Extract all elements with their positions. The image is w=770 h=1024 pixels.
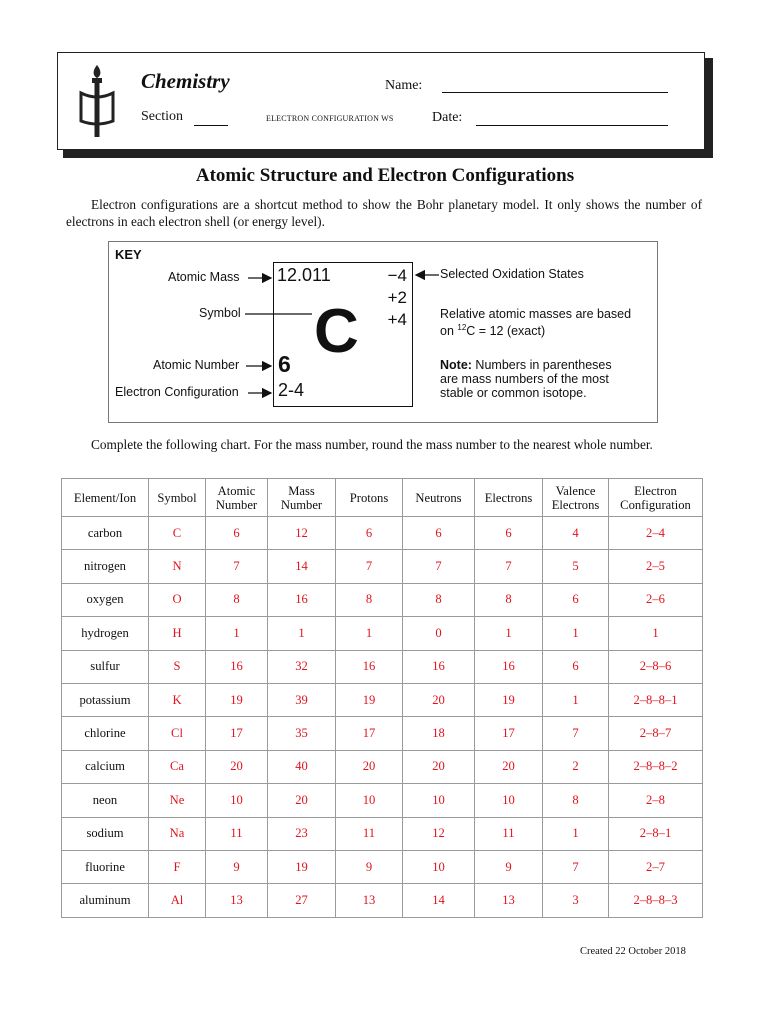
column-header: Atomic Number [206, 479, 268, 517]
column-header: Electron Configuration [609, 479, 703, 517]
answer-cell[interactable]: 1 [543, 817, 609, 850]
answer-cell[interactable]: 14 [268, 550, 336, 583]
answer-cell[interactable]: 16 [336, 650, 403, 683]
answer-cell[interactable]: 12 [268, 517, 336, 550]
answer-cell[interactable]: 7 [543, 717, 609, 750]
atomic-mass-label: Atomic Mass [168, 270, 240, 284]
column-header: Mass Number [268, 479, 336, 517]
answer-cell[interactable]: 8 [403, 583, 475, 616]
element-name-cell: aluminum [62, 884, 149, 917]
element-name-cell: potassium [62, 683, 149, 716]
answer-cell[interactable]: 16 [403, 650, 475, 683]
answer-cell[interactable]: 10 [403, 784, 475, 817]
answer-cell[interactable]: 18 [403, 717, 475, 750]
answer-cell[interactable]: 20 [403, 750, 475, 783]
answer-cell[interactable]: 6 [403, 517, 475, 550]
answer-cell[interactable]: 2–8–8–1 [609, 683, 703, 716]
answer-cell[interactable]: 8 [336, 583, 403, 616]
answer-cell[interactable]: 9 [206, 850, 268, 883]
answer-cell[interactable]: 32 [268, 650, 336, 683]
column-header: Electrons [475, 479, 543, 517]
column-header: Neutrons [403, 479, 475, 517]
answer-cell[interactable]: 2–6 [609, 583, 703, 616]
table-row [62, 583, 703, 616]
table-row [62, 884, 703, 917]
answer-cell[interactable]: 4 [543, 517, 609, 550]
table-row [62, 784, 703, 817]
answer-cell[interactable]: 7 [543, 850, 609, 883]
answer-cell[interactable]: O [149, 583, 206, 616]
footer-created-date: Created 22 October 2018 [580, 946, 686, 957]
worksheet-label: ELECTRON CONFIGURATION WS [266, 114, 394, 123]
relative-mass-note: Relative atomic masses are based on $^{12}$C = 12 (exact) [440, 307, 632, 339]
table-header-row [62, 479, 703, 517]
element-name-cell: hydrogen [62, 617, 149, 650]
answer-cell[interactable]: 11 [475, 817, 543, 850]
answer-cell[interactable]: 20 [336, 750, 403, 783]
answer-cell[interactable]: 8 [206, 583, 268, 616]
answer-cell[interactable]: 10 [475, 784, 543, 817]
answer-cell[interactable]: S [149, 650, 206, 683]
tile-atomic-mass: 12.011 [277, 265, 331, 285]
answer-cell[interactable]: 6 [206, 517, 268, 550]
answer-cell[interactable]: N [149, 550, 206, 583]
table-row [62, 517, 703, 550]
answer-cell[interactable]: 19 [475, 683, 543, 716]
answer-cell[interactable]: 2–8–7 [609, 717, 703, 750]
answer-cell[interactable]: 2–8–8–3 [609, 884, 703, 917]
answer-cell[interactable]: 3 [543, 884, 609, 917]
answer-cell[interactable]: 13 [475, 884, 543, 917]
answer-cell[interactable]: 6 [475, 517, 543, 550]
answer-cell[interactable]: 6 [543, 650, 609, 683]
answer-cell[interactable]: 5 [543, 550, 609, 583]
answer-cell[interactable]: 20 [475, 750, 543, 783]
answer-cell[interactable]: 8 [475, 583, 543, 616]
answer-cell[interactable]: 19 [336, 683, 403, 716]
element-name-cell: oxygen [62, 583, 149, 616]
tile-symbol: C [314, 297, 359, 366]
answer-cell[interactable]: 0 [403, 617, 475, 650]
answer-cell[interactable]: 7 [336, 550, 403, 583]
atomic-number-label: Atomic Number [153, 358, 240, 372]
table-body [62, 517, 703, 918]
answer-cell[interactable]: 11 [206, 817, 268, 850]
table-row [62, 650, 703, 683]
element-tile [273, 262, 413, 407]
oxidation-states-label: Selected Oxidation States [440, 267, 584, 281]
table-row [62, 717, 703, 750]
answer-cell[interactable]: Na [149, 817, 206, 850]
answer-cell[interactable]: 40 [268, 750, 336, 783]
answer-cell[interactable]: 11 [336, 817, 403, 850]
tile-atomic-number: 6 [278, 351, 291, 377]
answer-cell[interactable]: 8 [543, 784, 609, 817]
answer-cell[interactable]: 19 [206, 683, 268, 716]
element-name-cell: chlorine [62, 717, 149, 750]
answer-cell[interactable]: 2–8–1 [609, 817, 703, 850]
page-title: Atomic Structure and Electron Configurations [195, 165, 575, 186]
answer-cell[interactable]: 17 [336, 717, 403, 750]
answer-cell[interactable]: 27 [268, 884, 336, 917]
element-name-cell: sodium [62, 817, 149, 850]
answer-cell[interactable]: Ne [149, 784, 206, 817]
answer-cell[interactable]: 23 [268, 817, 336, 850]
answer-cell[interactable]: Ca [149, 750, 206, 783]
table-row [62, 550, 703, 583]
answer-cell[interactable]: 12 [403, 817, 475, 850]
element-name-cell: carbon [62, 517, 149, 550]
table-row [62, 750, 703, 783]
answer-cell[interactable]: K [149, 683, 206, 716]
date-field[interactable] [476, 125, 668, 126]
answer-cell[interactable]: 7 [403, 550, 475, 583]
name-label: Name: [385, 78, 423, 93]
section-field[interactable] [194, 125, 228, 126]
element-name-cell: calcium [62, 750, 149, 783]
key-title: KEY [115, 247, 142, 262]
answer-cell[interactable]: C [149, 517, 206, 550]
parentheses-note: Note: Numbers in parentheses are mass numbers of the most stable or common isotope. [440, 358, 612, 400]
answer-cell[interactable]: 2–4 [609, 517, 703, 550]
answer-cell[interactable]: 16 [475, 650, 543, 683]
answer-cell[interactable]: 13 [206, 884, 268, 917]
answer-cell[interactable]: 6 [336, 517, 403, 550]
answer-cell[interactable]: 39 [268, 683, 336, 716]
answer-cell[interactable]: 2–8–8–2 [609, 750, 703, 783]
answer-cell[interactable]: 1 [543, 617, 609, 650]
answer-cell[interactable]: 19 [268, 850, 336, 883]
key-box [108, 241, 658, 423]
answer-cell[interactable]: 1 [475, 617, 543, 650]
answer-cell[interactable]: 10 [336, 784, 403, 817]
answer-cell[interactable]: 20 [403, 683, 475, 716]
answer-cell[interactable]: 10 [403, 850, 475, 883]
name-field[interactable] [442, 92, 668, 93]
answer-cell[interactable]: 1 [609, 617, 703, 650]
answer-cell[interactable]: 16 [206, 650, 268, 683]
answer-cell[interactable]: 13 [336, 884, 403, 917]
element-name-cell: sulfur [62, 650, 149, 683]
symbol-label: Symbol [199, 306, 241, 320]
table-row [62, 817, 703, 850]
column-header: Symbol [149, 479, 206, 517]
answer-cell[interactable]: 2–8 [609, 784, 703, 817]
answer-cell[interactable]: 7 [475, 550, 543, 583]
answer-cell[interactable]: 17 [475, 717, 543, 750]
answer-cell[interactable]: 2–5 [609, 550, 703, 583]
answer-cell[interactable]: 9 [475, 850, 543, 883]
element-name-cell: nitrogen [62, 550, 149, 583]
tile-electron-config: 2-4 [278, 380, 305, 400]
tile-oxidation-states: −4 +2 +4 [387, 266, 407, 329]
answer-cell[interactable]: Cl [149, 717, 206, 750]
answer-cell[interactable]: 14 [403, 884, 475, 917]
answer-cell[interactable]: 2 [543, 750, 609, 783]
table-row [62, 617, 703, 650]
answer-cell[interactable]: 7 [206, 550, 268, 583]
answer-cell[interactable]: 1 [206, 617, 268, 650]
section-label: Section [141, 109, 183, 124]
electron-config-label: Electron Configuration [115, 385, 239, 399]
table-row [62, 850, 703, 883]
answer-cell[interactable]: F [149, 850, 206, 883]
answer-cell[interactable]: 16 [268, 583, 336, 616]
answer-cell[interactable]: 1 [336, 617, 403, 650]
element-chart [61, 478, 703, 918]
subject-title: Chemistry [141, 69, 230, 93]
answer-cell[interactable]: 2–7 [609, 850, 703, 883]
element-name-cell: fluorine [62, 850, 149, 883]
answer-cell[interactable]: 9 [336, 850, 403, 883]
answer-cell[interactable]: 1 [543, 683, 609, 716]
intro-paragraph: Electron configurations are a shortcut method to show the Bohr planetary model. It only shows the number of electrons in each electron shell (or energy level). [66, 197, 702, 229]
answer-cell[interactable]: 35 [268, 717, 336, 750]
answer-cell[interactable]: Al [149, 884, 206, 917]
answer-cell[interactable]: 20 [206, 750, 268, 783]
date-label: Date: [432, 110, 463, 125]
column-header: Element/Ion [62, 479, 149, 517]
torch-book-icon [78, 63, 116, 139]
answer-cell[interactable]: 17 [206, 717, 268, 750]
answer-cell[interactable]: 6 [543, 583, 609, 616]
answer-cell[interactable]: 2–8–6 [609, 650, 703, 683]
answer-cell[interactable]: 1 [268, 617, 336, 650]
instructions: Complete the following chart. For the mass number, round the mass number to the nearest whole number. [91, 437, 653, 452]
answer-cell[interactable]: 10 [206, 784, 268, 817]
answer-cell[interactable]: 20 [268, 784, 336, 817]
answer-cell[interactable]: H [149, 617, 206, 650]
column-header: Protons [336, 479, 403, 517]
column-header: Valence Electrons [543, 479, 609, 517]
worksheet-header [57, 52, 705, 150]
table-row [62, 683, 703, 716]
element-name-cell: neon [62, 784, 149, 817]
